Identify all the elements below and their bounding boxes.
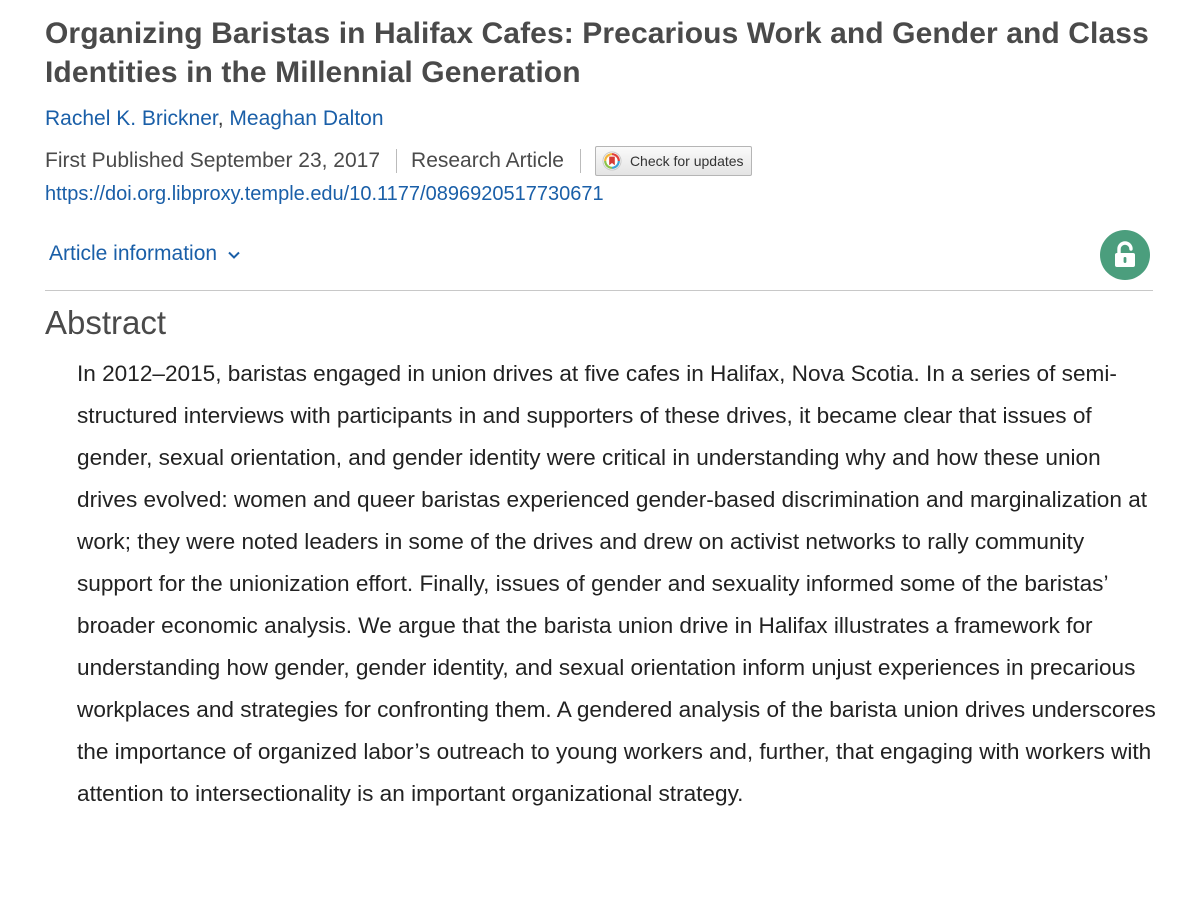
article-information-toggle[interactable] xyxy=(49,241,241,267)
author-link-brickner[interactable]: Rachel K. Brickner xyxy=(45,107,218,130)
check-updates-label: Check for updates xyxy=(629,153,744,169)
check-for-updates-button[interactable] xyxy=(595,146,752,176)
article-page xyxy=(45,14,1156,815)
article-title: Organizing Baristas in Halifax Cafes: Precarious Work and Gender and Class Identities in the Millennial Generation xyxy=(45,17,1149,89)
article-information-label: Article information xyxy=(49,242,218,265)
meta-divider xyxy=(580,149,581,173)
doi-link[interactable]: https://doi.org.libproxy.temple.edu/10.1177/0896920517730671 xyxy=(45,183,604,205)
article-info-row xyxy=(45,231,1153,281)
author-separator: , xyxy=(217,107,230,130)
open-access-badge xyxy=(1100,230,1150,280)
abstract-heading: Abstract xyxy=(45,304,167,341)
article-type: Research Article xyxy=(411,149,564,172)
publication-meta xyxy=(45,146,1153,176)
check-updates-icon xyxy=(602,151,622,171)
meta-divider xyxy=(396,149,397,173)
unlock-icon xyxy=(1112,241,1138,269)
published-date: First Published September 23, 2017 xyxy=(45,149,381,172)
author-link-dalton[interactable]: Meaghan Dalton xyxy=(229,107,384,130)
abstract-text: In 2012–2015, baristas engaged in union drives at five cafes in Halifax, Nova Scotia. In a series of semi-structured interviews with participants in and supporters of these drives, it became clear that issues of gender, sexual orientation, and gender identity were critical in understanding why and how these union drives evolved: women and queer baristas experienced gender-based discrimination and marginalization at work; they were noted leaders in some of the drives and drew on activist networks to rally community support for the unionization effort. Finally, issues of gender and sexuality informed some of the baristas’ broader economic analysis. We argue that the barista union drive in Halifax illustrates a framework for understanding how gender, gender identity, and sexual orientation inform unjust experiences in precarious workplaces and strategies for confronting them. A gendered analysis of the barista union drives underscores the importance of organized labor’s outreach to young workers and, further, that engaging with workers with attention to intersectionality is an important organizational strategy. xyxy=(77,361,1156,806)
section-divider xyxy=(45,290,1153,291)
author-list xyxy=(45,106,1153,132)
chevron-down-icon xyxy=(227,250,241,260)
